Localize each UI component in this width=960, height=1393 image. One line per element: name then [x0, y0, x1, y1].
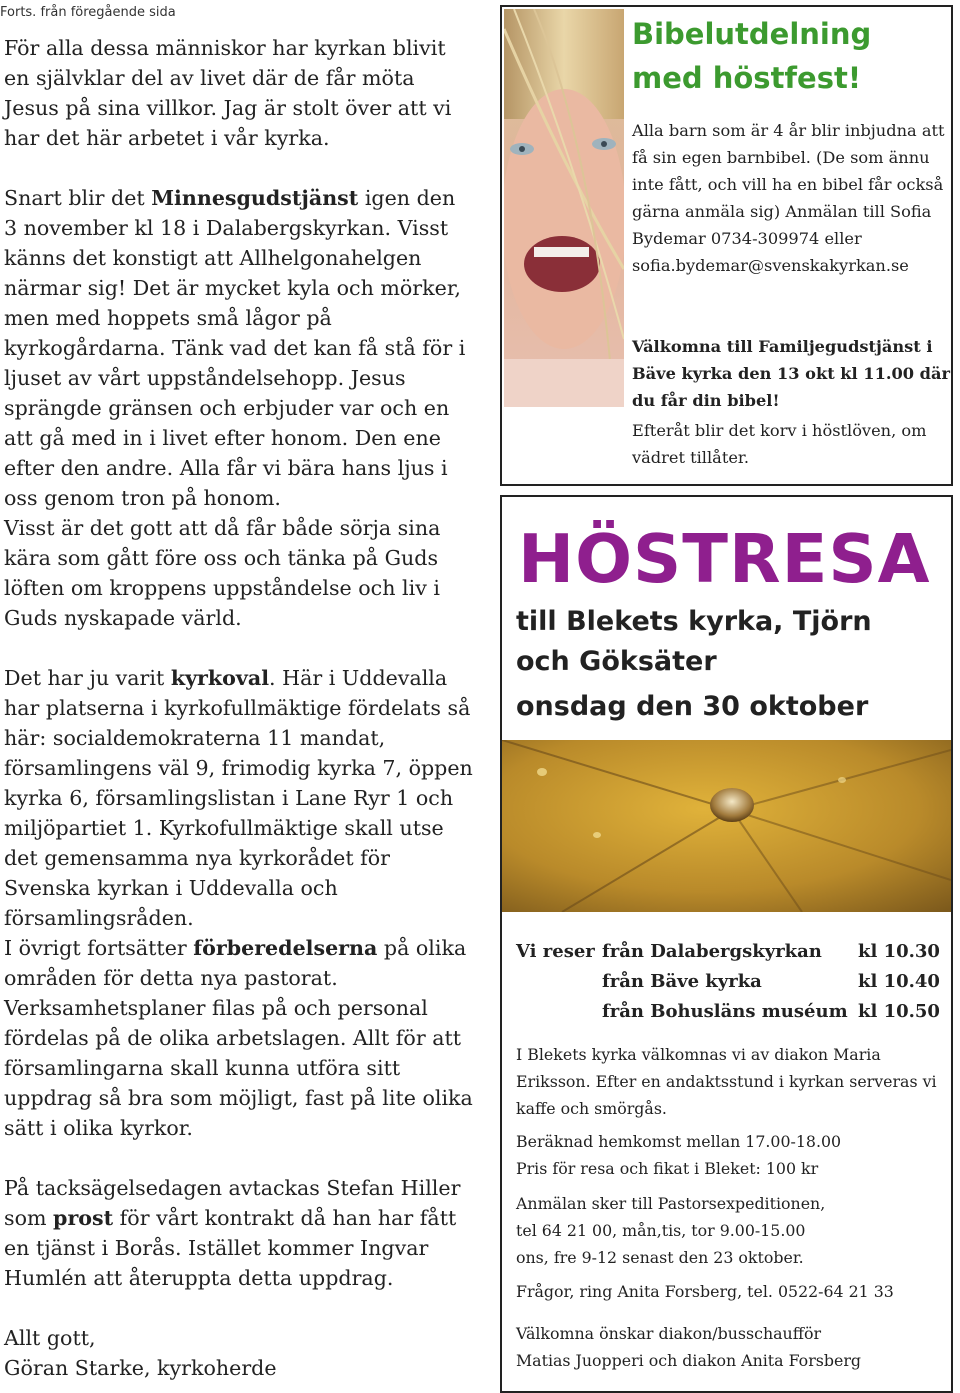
trip-church-info: I Blekets kyrka välkomnas vi av diakon Maria Eriksson. Efter en andaktsstund i kyrkan serveras vi kaffe och smörgås.	[516, 1045, 937, 1118]
prep-text-a: I övrigt fortsätter	[4, 936, 194, 960]
trip-price: Pris för resa och fikat i Bleket: 100 kr	[516, 1159, 819, 1178]
autumn-trip-box	[500, 495, 953, 1393]
trip-return-time: Beräknad hemkomst mellan 17.00-18.00	[516, 1132, 842, 1151]
trip-signup	[516, 1190, 941, 1271]
trip-date: onsdag den 30 oktober	[516, 691, 869, 722]
trip-signup-3: ons, fre 9-12 senast den 23 oktober.	[516, 1248, 804, 1267]
bible-title-line2: med höstfest!	[632, 61, 862, 95]
departure-from-3: från Bohusläns muséum	[602, 1001, 848, 1022]
signature-greeting: Allt gott,	[4, 1326, 96, 1350]
prost-text-b: för vårt kontrakt då han har fått en tjänst i Borås. Istället kommer Ingvar Humlén att återuppta detta uppdrag.	[4, 1206, 457, 1290]
election-bold: kyrkoval	[170, 666, 270, 690]
trip-welcome-2: Matias Juopperi och diakon Anita Forsberg	[516, 1351, 861, 1370]
trip-welcome	[516, 1320, 941, 1374]
paragraph-prost	[4, 1173, 474, 1293]
departure-time-3: kl 10.50	[858, 1001, 940, 1022]
election-text-a: Det har ju varit	[4, 666, 171, 690]
continued-note: Forts. från föregående sida	[0, 5, 176, 20]
departure-from-2: från Bäve kyrka	[602, 971, 762, 992]
trip-signup-1: Anmälan sker till Pastorsexpeditionen,	[516, 1194, 826, 1213]
departure-from-1: från Dalabergskyrkan	[602, 941, 822, 962]
bible-invitation: Alla barn som är 4 år blir inbjudna att få sin egen barnbibel. (De som ännu inte fått, och vill ha en bibel får också gärna anmäla sig) Anmälan till Sofia Bydemar 0734-309974 eller sofia.bydemar@svenskakyrkan.se	[632, 121, 945, 275]
memorial-text-a: Snart blir det	[4, 186, 152, 210]
trip-subtitle-1: till Blekets kyrka, Tjörn	[516, 606, 872, 637]
trip-questions: Frågor, ring Anita Forsberg, tel. 0522-64 21 33	[516, 1282, 894, 1301]
trip-signup-2: tel 64 21 00, mån,tis, tor 9.00-15.00	[516, 1221, 806, 1240]
memorial-text-b: igen den 3 november kl 18 i Dalabergskyrkan. Visst känns det konstigt att Allhelgonahelgen närmar sig! Det är mycket kyla och mörker, men med hoppets små lågor på kyrkogårdarna. Tänk vad det kan få stå för i ljuset av vårt uppståndelsehopp. Jesus sprängde gränsen och erbjuder var och en att gå med in i livet efter honom. Den ene efter den andre. Alla får vi bära hans ljus i oss genom tron på honom.	[4, 186, 466, 510]
trip-subtitle-2: och Göksäter	[516, 646, 717, 677]
prost-bold: prost	[53, 1206, 114, 1230]
paragraph-election	[4, 663, 474, 933]
departure-time-1: kl 10.30	[858, 941, 940, 962]
paragraph-preparations	[4, 933, 474, 1143]
bible-title-line1: Bibelutdelning	[632, 17, 872, 51]
bible-distribution-box	[500, 5, 953, 486]
bible-welcome: Välkomna till Familjegudstjänst i Bäve kyrka den 13 okt kl 11.00 där du får din bibel!	[632, 337, 950, 410]
prep-text-b: på olika områden för detta nya pastorat. Verksamhetsplaner filas på och personal fördelas på de olika arbetslagen. Allt för att församlingarna skall kunna utföra sitt uppdrag så bra som möjligt, fast på lite olika sätt i olika kyrkor.	[4, 936, 473, 1140]
departure-time-2: kl 10.40	[858, 971, 940, 992]
departure-intro: Vi reser	[516, 941, 595, 962]
child-photo	[504, 9, 624, 407]
prep-bold: förberedelserna	[193, 936, 378, 960]
bible-after: Efteråt blir det korv i höstlöven, om vädret tillåter.	[632, 421, 927, 467]
signature-name: Göran Starke, kyrkoherde	[4, 1356, 277, 1380]
memorial-bold: Minnesgudstjänst	[151, 186, 359, 210]
election-text-b: . Här i Uddevalla har platserna i kyrkofullmäktige fördelats så här: socialdemokraterna 11 mandat, församlingens väl 9, frimodig kyrka 7, öppen kyrka 6, församlingslistan i Lane Ryr 1 och miljöpartiet 1. Kyrkofullmäktige skall utse det gemensamma nya kyrkorådet för Svenska kyrkan i Uddevalla och församlingsråden.	[4, 666, 473, 930]
bible-title	[632, 12, 942, 100]
paragraph-memorial	[4, 183, 474, 633]
autumn-leaf-photo	[502, 740, 951, 912]
paragraph-intro: För alla dessa människor har kyrkan blivit en självklar del av livet där de får möta Jesus på sina villkor. Jag är stolt över att vi har det här arbetet i vår kyrka.	[4, 36, 452, 150]
prost-text-a: På tacksägelsedagen avtackas Stefan Hiller som	[4, 1176, 461, 1230]
trip-title: HÖSTRESA	[518, 520, 931, 598]
memorial-text-c: Visst är det gott att då får både sörja sina kära som gått före oss och tänka på Guds löften om kroppens uppståndelse och liv i Guds nyskapade värld.	[4, 516, 441, 630]
trip-welcome-1: Välkomna önskar diakon/busschaufför	[516, 1324, 822, 1343]
signature	[4, 1323, 474, 1383]
